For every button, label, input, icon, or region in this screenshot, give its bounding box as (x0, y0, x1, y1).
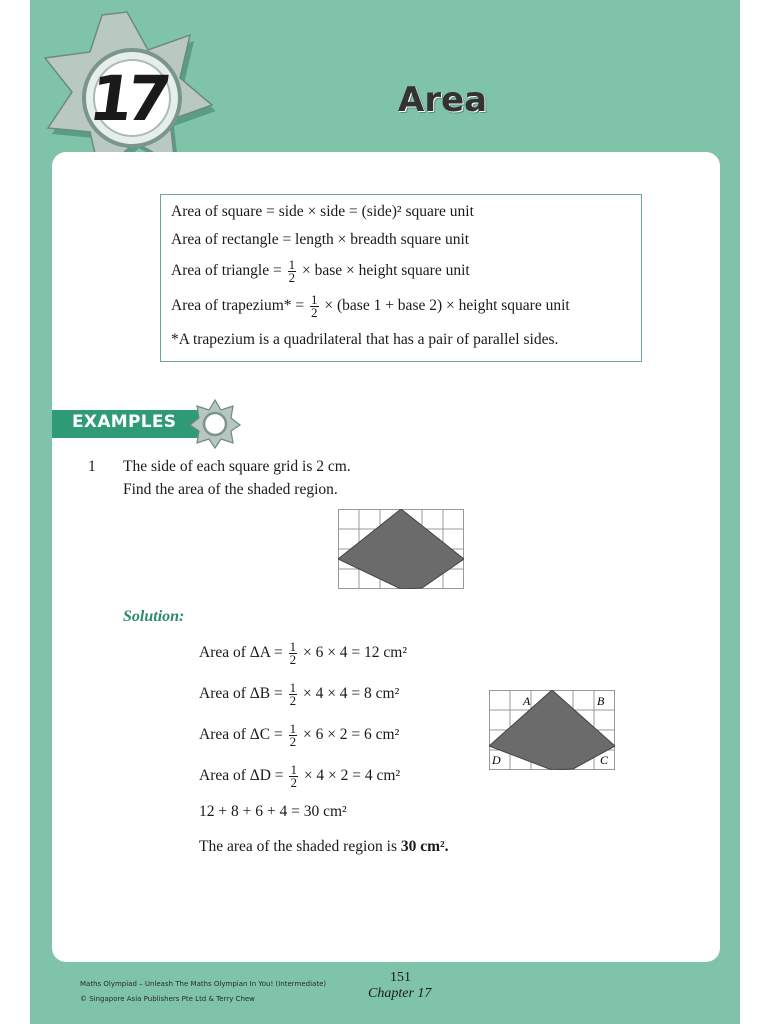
solution-line-c-prefix: Area of ΔC = (199, 726, 283, 744)
solution-conclusion (199, 838, 449, 856)
fraction-numerator: 1 (290, 762, 297, 777)
solution-line-a-suffix: × 6 × 4 = 12 cm² (302, 644, 408, 662)
fraction-numerator: 1 (311, 292, 318, 307)
footer-page-number: 151 (390, 970, 411, 985)
solution-line-a (199, 641, 407, 666)
formula-triangle-suffix: × base × height square unit (301, 262, 470, 280)
solution-grid-figure (489, 690, 615, 770)
footer-copyright: © Singapore Asia Publishers Pte Ltd & Terry Chew (80, 995, 255, 1003)
solution-line-a-prefix: Area of ΔA = (199, 644, 283, 662)
solution-conclusion-prefix: The area of the shaded region is (199, 838, 401, 855)
solution-line-d-suffix: × 4 × 2 = 4 cm² (303, 767, 401, 785)
solution-line-d-prefix: Area of ΔD = (199, 767, 284, 785)
fraction-denominator: 2 (289, 693, 297, 708)
solution-answer: 30 cm². (400, 838, 449, 855)
formula-rectangle: Area of rectangle = length × breadth square unit (171, 231, 470, 248)
chapter-number: 17 (84, 62, 170, 135)
fraction-half (289, 682, 298, 707)
label-b: B (597, 694, 605, 708)
solution-line-c-suffix: × 6 × 2 = 6 cm² (302, 726, 400, 744)
gear-icon (188, 398, 242, 450)
question-grid-figure (338, 509, 464, 589)
formula-trapezium-suffix: × (base 1 + base 2) × height square unit (324, 297, 570, 315)
fraction-denominator: 2 (311, 305, 318, 320)
solution-line-b-suffix: × 4 × 4 = 8 cm² (302, 685, 400, 703)
formula-triangle (171, 259, 470, 284)
fraction-denominator: 2 (289, 652, 297, 667)
page-title: Area (398, 80, 488, 120)
fraction-half (310, 294, 319, 319)
trapezium-note: *A trapezium is a quadrilateral that has a pair of parallel sides. (171, 331, 559, 348)
shaded-region (338, 509, 464, 589)
solution-line-b-prefix: Area of ΔB = (199, 685, 283, 703)
footer-chapter-label: Chapter 17 (368, 986, 432, 1001)
formula-trapezium (171, 294, 570, 319)
fraction-denominator: 2 (289, 734, 297, 749)
formula-square: Area of square = side × side = (side)² square unit (171, 203, 474, 220)
fraction-denominator: 2 (290, 775, 297, 790)
fraction-half (289, 764, 298, 789)
fraction-half (288, 259, 297, 284)
fraction-half (289, 723, 298, 748)
fraction-half (289, 641, 298, 666)
solution-label: Solution: (123, 608, 185, 625)
fraction-denominator: 2 (288, 270, 296, 285)
formula-triangle-prefix: Area of triangle = (171, 262, 282, 280)
fraction-numerator: 1 (289, 639, 297, 654)
question-line-1: The side of each square grid is 2 cm. (123, 458, 351, 475)
label-a: A (523, 694, 531, 708)
fraction-numerator: 1 (288, 257, 296, 272)
fraction-numerator: 1 (289, 721, 297, 736)
formula-box (160, 194, 642, 362)
solution-line-b (199, 682, 399, 707)
question-line-2: Find the area of the shaded region. (123, 481, 338, 498)
examples-label: EXAMPLES (72, 412, 177, 432)
fraction-numerator: 1 (289, 680, 297, 695)
solution-sum: 12 + 8 + 6 + 4 = 30 cm² (199, 803, 347, 820)
solution-line-c (199, 723, 399, 748)
question-number: 1 (88, 458, 96, 475)
formula-trapezium-prefix: Area of trapezium* = (171, 297, 305, 315)
footer-book-title: Maths Olympiad – Unleash The Maths Olympian In You! (Intermediate) (80, 980, 327, 988)
solution-line-d (199, 764, 400, 789)
label-d: D (492, 753, 501, 767)
label-c: C (600, 753, 609, 767)
